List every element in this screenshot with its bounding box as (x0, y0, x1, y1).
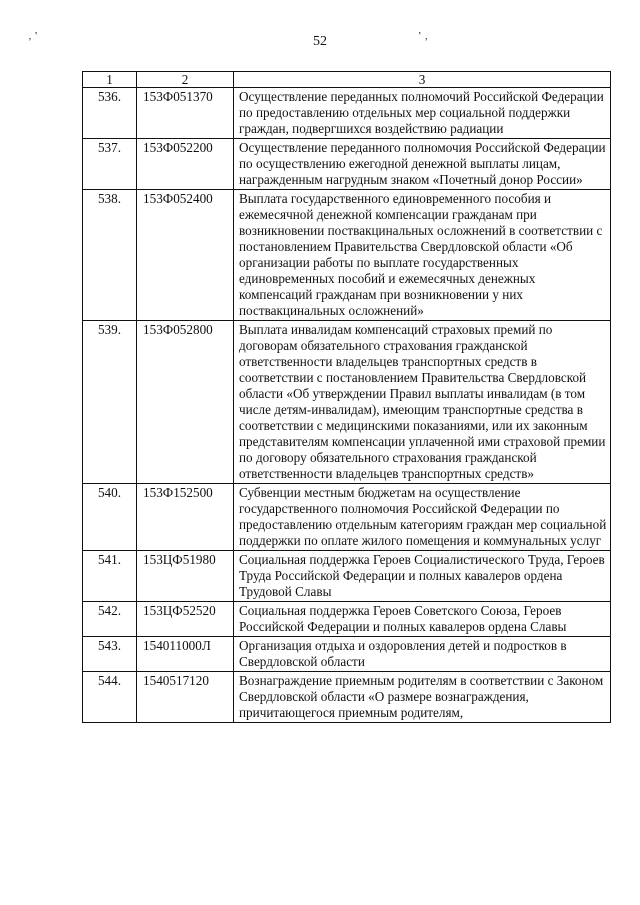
table-row (83, 637, 611, 672)
row-description: Социальная поддержка Героев Советского Союза, Героев Российской Федерации и полных кавалеров ордена Славы (234, 602, 611, 637)
row-code: 154011000Л (137, 637, 234, 672)
row-code: 153Ф052400 (137, 190, 234, 321)
row-number: 536. (83, 88, 137, 139)
table-row (83, 190, 611, 321)
scan-mark-right: ‛ ‚ (418, 30, 429, 42)
row-description: Выплата государственного единовременного пособия и ежемесячной денежной компенсации гражданам при возникновении поствакцинальных осложнений в соответствии с постановлением Правительства Свердловской области «Об организации работы по выплате государственных единовременных пособий и ежемесячных денежных компенсаций гражданам при возникновении у них поствакцинальных осложнений» (234, 190, 611, 321)
page-number: 52 (313, 34, 327, 49)
row-number: 537. (83, 139, 137, 190)
row-code: 153Ф052800 (137, 321, 234, 484)
row-description: Осуществление переданных полномочий Российской Федерации по предоставлению отдельных мер социальной поддержки граждан, подвергшихся воздействию радиации (234, 88, 611, 139)
row-description: Субвенции местным бюджетам на осуществление государственного полномочия Российской Федерации по предоставлению отдельным категориям граждан мер социальной поддержки по оплате жилого помещения и коммунальных услуг (234, 484, 611, 551)
row-number: 540. (83, 484, 137, 551)
column-header: 1 (83, 72, 137, 88)
table-row (83, 88, 611, 139)
row-description: Осуществление переданного полномочия Российской Федерации по осуществлению ежегодной денежной выплаты лицам, награжденным нагрудным знаком «Почетный донор России» (234, 139, 611, 190)
table-row (83, 321, 611, 484)
table-header-row (83, 72, 611, 88)
table-row (83, 139, 611, 190)
table-row (83, 602, 611, 637)
scan-mark-left: ‚ ‛ (28, 30, 39, 42)
row-code: 1540517120 (137, 672, 234, 723)
table-row (83, 551, 611, 602)
row-number: 542. (83, 602, 137, 637)
budget-codes-table (82, 71, 611, 723)
row-number: 544. (83, 672, 137, 723)
table-row (83, 484, 611, 551)
column-header: 3 (234, 72, 611, 88)
row-description: Социальная поддержка Героев Социалистического Труда, Героев Труда Российской Федерации и полных кавалеров ордена Трудовой Славы (234, 551, 611, 602)
row-number: 539. (83, 321, 137, 484)
row-code: 153Ф051370 (137, 88, 234, 139)
row-code: 153Ф152500 (137, 484, 234, 551)
row-code: 153Ф052200 (137, 139, 234, 190)
row-description: Выплата инвалидам компенсаций страховых премий по договорам обязательного страхования гражданской ответственности владельцев транспортных средств в соответствии с постановлением Правительства Свердловской области «Об утверждении Правил выплаты инвалидам (в том числе детям-инвалидам), имеющим транспортные средства в соответствии с медицинскими показаниями, или их законным представителям компенсации уплаченной ими страховой премии по договору обязательного страхования гражданской ответственности владельцев транспортных средств» (234, 321, 611, 484)
row-code: 153ЦФ51980 (137, 551, 234, 602)
row-number: 543. (83, 637, 137, 672)
row-number: 541. (83, 551, 137, 602)
table-row (83, 672, 611, 723)
row-code: 153ЦФ52520 (137, 602, 234, 637)
row-description: Вознаграждение приемным родителям в соответствии с Законом Свердловской области «О размере вознаграждения, причитающегося приемным родителям, (234, 672, 611, 723)
row-number: 538. (83, 190, 137, 321)
row-description: Организация отдыха и оздоровления детей и подростков в Свердловской области (234, 637, 611, 672)
column-header: 2 (137, 72, 234, 88)
